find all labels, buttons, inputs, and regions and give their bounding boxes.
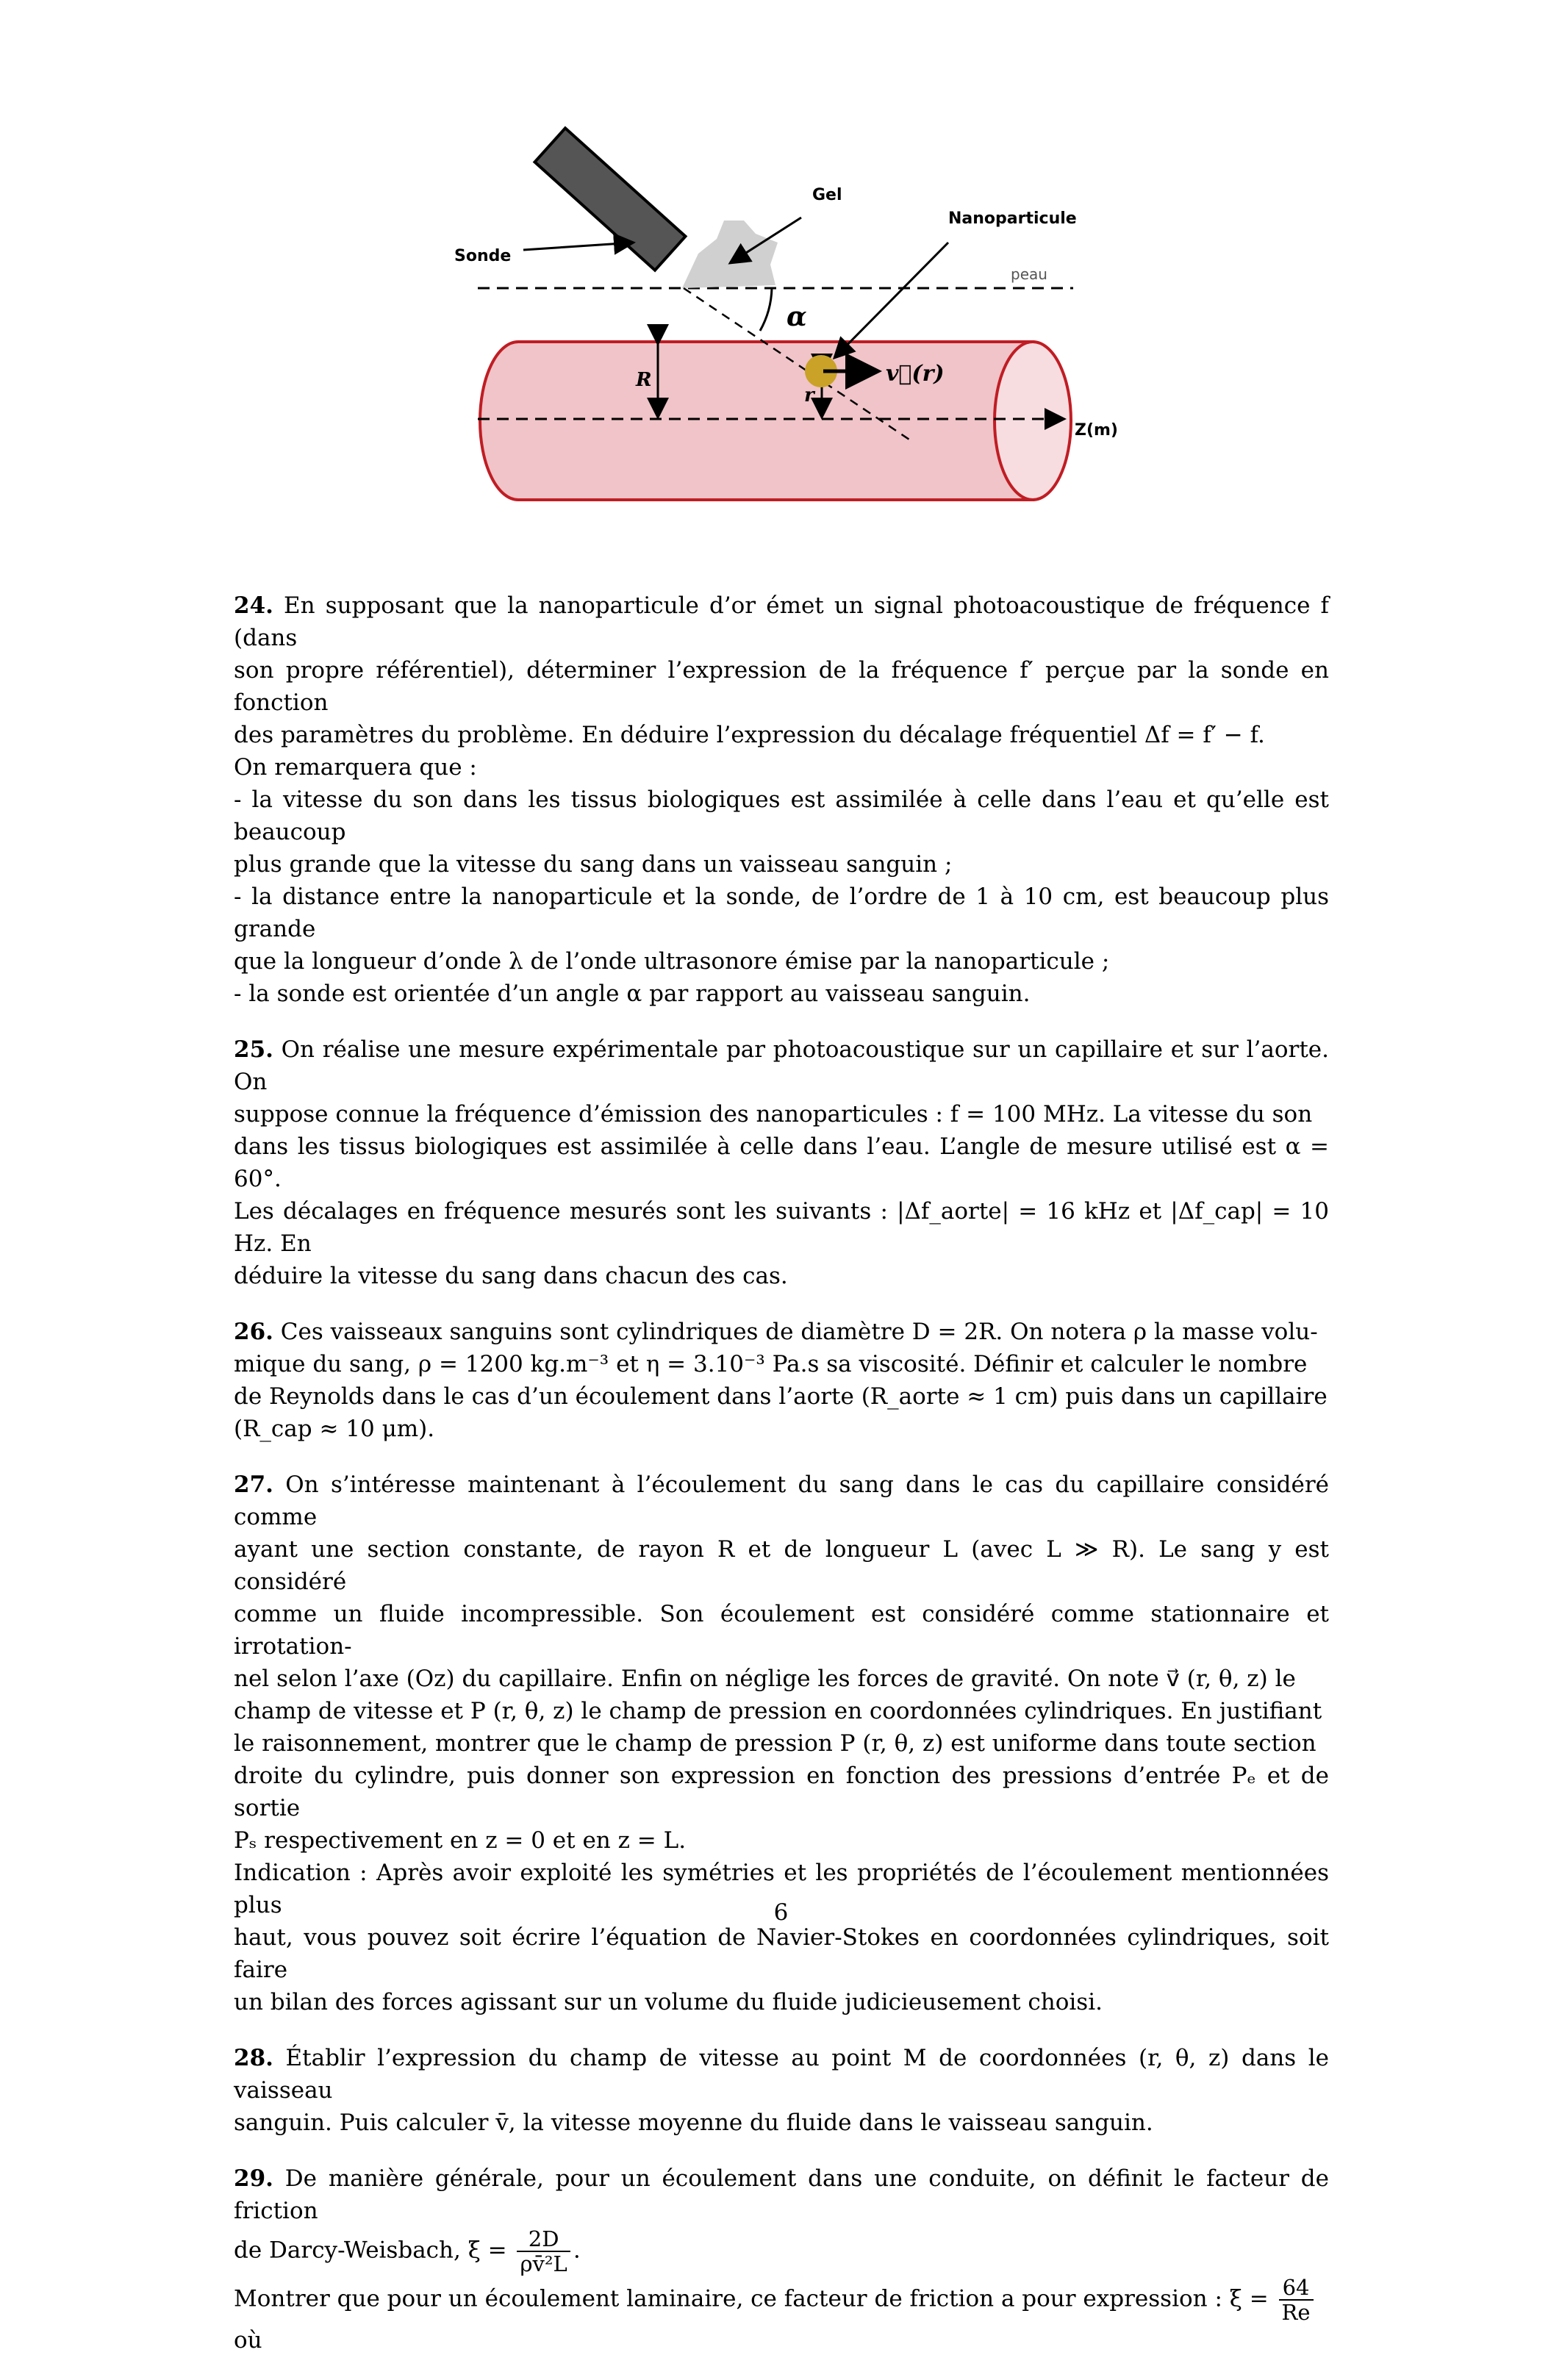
q25-line-2: suppose connue la fréquence d’émission des nanoparticules : f = 100 MHz. La vitesse du son (234, 1101, 1313, 1128)
q27-line-4: nel selon l’axe (Oz) du capillaire. Enfin on néglige les forces de gravité. On note v⃗ (r, θ, z) le (234, 1666, 1296, 1692)
q27-line-2: ayant une section constante, de rayon R et de longueur L (avec L ≫ R). Le sang y est considéré (234, 1536, 1329, 1595)
friction-fraction: $\frac{64}{Re}$ (1279, 2276, 1314, 2324)
question-number: 28. (234, 2045, 273, 2071)
q24-line-1: 24. En supposant que la nanoparticule d’or émet un signal photoacoustique de fréquence f (dans (234, 592, 1329, 651)
q24-line-3: des paramètres du problème. En déduire l’expression du décalage fréquentiel Δf = f′ − f. (234, 722, 1265, 748)
label-alpha: α (787, 301, 807, 332)
question-number: 29. (234, 2165, 273, 2192)
q25-line-5: déduire la vitesse du sang dans chacun des cas. (234, 1263, 788, 1289)
q25-line-3: dans les tissus biologiques est assimilée à celle dans l’eau. L’angle de mesure utilisé est α = 60°. (234, 1133, 1329, 1192)
q25-line-4: Les décalages en fréquence mesurés sont les suivants : |Δf_aorte| = 16 kHz et |Δf_cap| = 10 Hz. En (234, 1198, 1329, 1257)
label-peau: peau (1011, 265, 1047, 283)
q27-line-5: champ de vitesse et P (r, θ, z) le champ de pression en coordonnées cylindriques. En justifiant (234, 1698, 1322, 1724)
label-velocity: v⃗(r) (886, 361, 945, 387)
probe-sonde (535, 128, 686, 270)
q27-line-7: droite du cylindre, puis donner son expression en fonction des pressions d’entrée Pₑ et de sortie (234, 1763, 1329, 1821)
q29-line-2: de Darcy-Weisbach, ξ = $\frac{2D}{\text{ρv̄²L}}$ . (234, 2226, 581, 2276)
gel-blob (682, 221, 778, 288)
question-number: 26. (234, 1319, 273, 1345)
questions-text (234, 589, 1329, 2380)
q26-line-4: (R_cap ≈ 10 μm). (234, 1416, 435, 1442)
vessel-end-face (995, 342, 1071, 500)
q29-line-1: 29. De manière générale, pour un écoulement dans une conduite, on définit le facteur de friction (234, 2165, 1329, 2224)
vessel-cylinder (480, 342, 1071, 500)
q28-line-2: sanguin. Puis calculer v̄, la vitesse moyenne du fluide dans le vaisseau sanguin. (234, 2110, 1153, 2136)
question-24 (234, 589, 1329, 1010)
q27-line-3: comme un fluide incompressible. Son écoulement est considéré comme stationnaire et irrotation- (234, 1601, 1329, 1660)
page-number: 6 (773, 1899, 789, 1926)
blood-vessel-diagram (0, 0, 1562, 573)
q24-line-9: - la sonde est orientée d’un angle α par rapport au vaisseau sanguin. (234, 981, 1031, 1007)
question-number: 25. (234, 1036, 273, 1063)
label-z-axis: Z(m) (1075, 421, 1118, 440)
q27-line-11: un bilan des forces agissant sur un volume du fluide judicieusement choisi. (234, 1989, 1103, 2015)
q24-line-7: - la distance entre la nanoparticule et la sonde, de l’ordre de 1 à 10 cm, est beaucoup plus grande (234, 883, 1329, 942)
q27-line-6: le raisonnement, montrer que le champ de pression P (r, θ, z) est uniforme dans toute section (234, 1730, 1316, 1757)
question-26 (234, 1316, 1329, 1445)
q25-line-1: 25. On réalise une mesure expérimentale par photoacoustique sur un capillaire et sur l’aorte. On (234, 1036, 1329, 1095)
q26-line-2: mique du sang, ρ = 1200 kg.m⁻³ et η = 3.10⁻³ Pa.s sa viscosité. Définir et calculer le nombre (234, 1351, 1308, 1377)
question-number: 27. (234, 1472, 273, 1498)
q28-line-1: 28. Établir l’expression du champ de vitesse au point M de coordonnées (r, θ, z) dans le vaisseau (234, 2045, 1329, 2104)
q24-line-8: que la longueur d’onde λ de l’onde ultrasonore émise par la nanoparticule ; (234, 948, 1110, 975)
q27-line-9: Indication : Après avoir exploité les symétries et les propriétés de l’écoulement mentionnées plus (234, 1860, 1329, 1918)
question-number: 24. (234, 592, 273, 619)
question-29 (234, 2162, 1329, 2356)
q27-line-8: Pₛ respectivement en z = 0 et en z = L. (234, 1827, 687, 1854)
q29-line-3: Montrer que pour un écoulement laminaire, ce facteur de friction a pour expression : ξ = $\frac{64}{Re}$ où (234, 2276, 1329, 2356)
q24-line-4: On remarquera que : (234, 754, 477, 781)
sonde-pointer (523, 243, 634, 250)
q26-line-3: de Reynolds dans le cas d’un écoulement dans l’aorte (R_aorte ≈ 1 cm) puis dans un capillaire (234, 1383, 1328, 1410)
vessel-body (480, 342, 1033, 500)
label-sonde: Sonde (454, 247, 512, 265)
q24-line-5: - la vitesse du son dans les tissus biologiques est assimilée à celle dans l’eau et qu’elle est beaucoup (234, 786, 1329, 845)
q24-line-6: plus grande que la vitesse du sang dans un vaisseau sanguin ; (234, 851, 953, 878)
q27-line-1: 27. On s’intéresse maintenant à l’écoulement du sang dans le cas du capillaire considéré comme (234, 1472, 1329, 1530)
label-r: r (804, 384, 814, 406)
q24-line-2: son propre référentiel), déterminer l’expression de la fréquence f′ perçue par la sonde en fonction (234, 657, 1329, 716)
question-25 (234, 1033, 1329, 1292)
label-R: R (636, 369, 652, 391)
question-27 (234, 1469, 1329, 2018)
q26-line-1: 26. Ces vaisseaux sanguins sont cylindriques de diamètre D = 2R. On notera ρ la masse volu- (234, 1319, 1318, 1345)
darcy-fraction: $\frac{2D}{\text{ρv̄²L}}$ (517, 2227, 570, 2276)
label-gel: Gel (812, 186, 842, 204)
q27-line-10: haut, vous pouvez soit écrire l’équation de Navier-Stokes en coordonnées cylindriques, soit faire (234, 1924, 1329, 1983)
label-nanoparticule: Nanoparticule (948, 209, 1077, 228)
alpha-arc (760, 288, 772, 331)
question-28 (234, 2042, 1329, 2139)
